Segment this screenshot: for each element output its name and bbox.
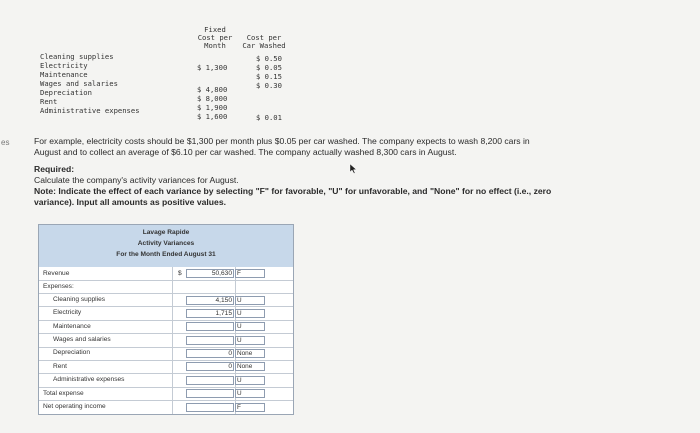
revenue-effect-select[interactable]: F xyxy=(235,269,265,278)
variable-cost-value: $ 0.30 xyxy=(256,81,282,90)
cost-label: Depreciation xyxy=(40,88,92,97)
admin-effect-select[interactable]: U xyxy=(235,376,265,385)
row-label-wages-and-salaries: Wages and salaries xyxy=(53,336,111,343)
rent-amount-value: 0 xyxy=(228,363,232,370)
net-operating-income-effect-select[interactable]: F xyxy=(235,403,265,412)
total-expense-amount-input[interactable] xyxy=(186,389,234,398)
required-heading: Required: xyxy=(34,164,75,174)
variable-cost-value: $ 0.01 xyxy=(256,113,282,122)
row-label-electricity: Electricity xyxy=(53,309,82,316)
row-label-revenue: Revenue xyxy=(43,270,70,277)
maintenance-amount-input[interactable] xyxy=(186,322,234,331)
activity-variances-table xyxy=(38,224,294,415)
row-label-cleaning-supplies: Cleaning supplies xyxy=(53,296,106,303)
table-period: For the Month Ended August 31 xyxy=(116,251,216,258)
electricity-effect-select[interactable]: U xyxy=(235,309,265,318)
cost-label: Wages and salaries xyxy=(40,79,118,88)
table-title: Activity Variances xyxy=(137,240,195,247)
variable-cost-header: Cost per Car Washed xyxy=(242,33,286,50)
wages-amount-input[interactable] xyxy=(186,336,234,345)
row-label-rent: Rent xyxy=(53,363,67,370)
fixed-cost-value: $ 8,000 xyxy=(197,94,228,103)
fixed-cost-value: $ 4,800 xyxy=(197,85,228,94)
cost-label: Rent xyxy=(40,97,58,106)
currency-sign: $ xyxy=(178,270,182,277)
row-label-depreciation: Depreciation xyxy=(53,349,91,356)
wages-effect-select[interactable]: U xyxy=(235,336,265,345)
problem-text-line-1: For example, electricity costs should be $1,300 per month plus $0.05 per car washed. The company expects to wash 8,200 cars in xyxy=(34,136,530,146)
arrow-cursor-icon xyxy=(349,164,357,174)
table-header xyxy=(39,225,293,267)
variable-cost-value: $ 0.50 xyxy=(256,54,282,63)
fixed-cost-value: $ 1,300 xyxy=(197,63,228,72)
net-operating-income-amount-input[interactable] xyxy=(186,403,234,412)
note-line-2: variance). Input all amounts as positive values. xyxy=(34,197,226,207)
total-expense-effect-select[interactable]: U xyxy=(235,389,265,398)
cropped-edge-text: es xyxy=(1,138,10,147)
cost-label: Administrative expenses xyxy=(40,106,140,115)
cost-label: Maintenance xyxy=(40,70,88,79)
fixed-cost-value: $ 1,600 xyxy=(197,112,228,121)
row-label-total-expense: Total expense xyxy=(43,390,84,397)
variable-cost-value: $ 0.05 xyxy=(256,63,282,72)
fixed-cost-value: $ 1,900 xyxy=(197,103,228,112)
cleaning-supplies-amount-value: 4,150 xyxy=(215,297,232,304)
row-label-maintenance: Maintenance xyxy=(53,323,91,330)
row-label-net-operating-income: Net operating income xyxy=(43,403,106,410)
cost-label: Cleaning supplies xyxy=(40,52,114,61)
revenue-amount-value: 50,630 xyxy=(211,270,232,277)
rent-effect-select[interactable]: None xyxy=(235,362,265,371)
row-label-expenses: Expenses: xyxy=(43,283,74,290)
fixed-cost-header: Fixed Cost per Month xyxy=(197,25,233,50)
admin-amount-input[interactable] xyxy=(186,376,234,385)
row-label-administrative-expenses: Administrative expenses xyxy=(53,376,125,383)
cleaning-supplies-effect-select[interactable]: U xyxy=(235,296,265,305)
depreciation-amount-value: 0 xyxy=(228,350,232,357)
maintenance-effect-select[interactable]: U xyxy=(235,322,265,331)
depreciation-effect-select[interactable]: None xyxy=(235,349,265,358)
note-line-1: Note: Indicate the effect of each variance by selecting "F" for favorable, "U" for unfavorable, and "None" for no effect (i.e., zero xyxy=(34,186,552,196)
problem-text-line-2: August and to collect an average of $6.10 per car washed. The company actually washed 8,300 cars in August. xyxy=(34,147,457,157)
cost-label: Electricity xyxy=(40,61,88,70)
variable-cost-value: $ 0.15 xyxy=(256,72,282,81)
company-name: Lavage Rapide xyxy=(142,229,190,236)
required-instruction: Calculate the company's activity variances for August. xyxy=(34,175,239,185)
electricity-amount-value: 1,715 xyxy=(215,310,232,317)
